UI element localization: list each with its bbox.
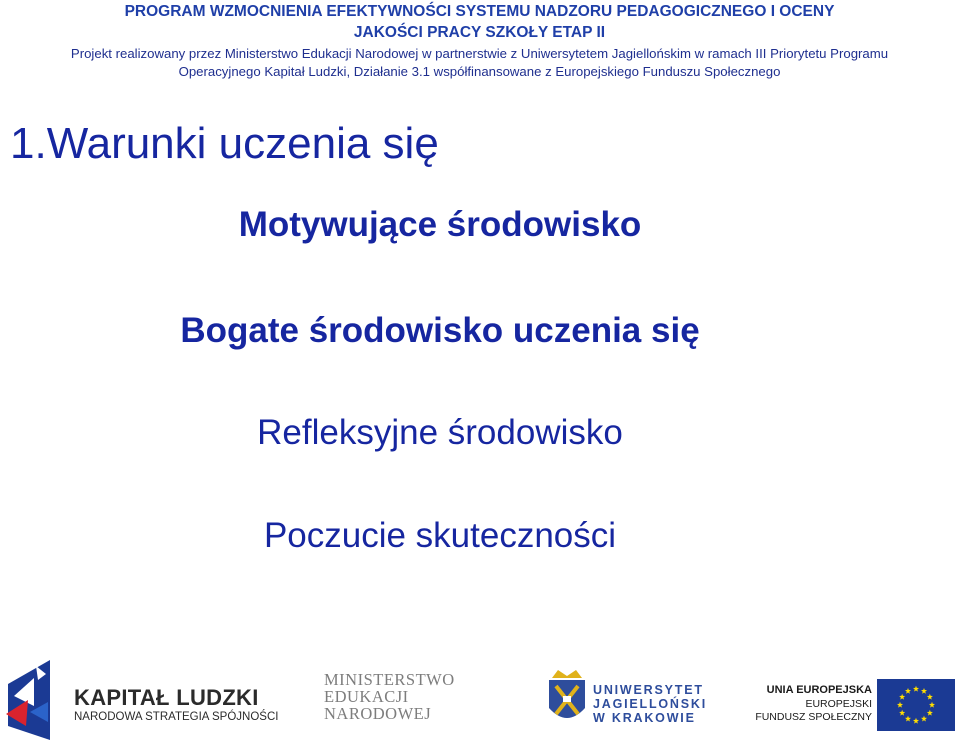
uniwersytet-line: UNIWERSYTET — [593, 683, 704, 697]
unia-line: UNIA EUROPEJSKA — [766, 684, 872, 696]
header-program-stage: JAKOŚCI PRACY SZKOŁY ETAP II — [353, 24, 606, 41]
ministerstwo-line: EDUKACJI — [324, 687, 409, 706]
slide-title: 1.Warunki uczenia się — [10, 119, 439, 168]
eu-flag-icon — [877, 679, 955, 731]
ministerstwo-line: NARODOWEJ — [324, 704, 432, 723]
uniwersytet-line: JAGIELLOŃSKI — [593, 697, 707, 711]
header-funding-info: Operacyjnego Kapitał Ludzki, Działanie 3.1 współfinansowane z Europejskiego Funduszu Społecznego — [178, 64, 781, 79]
bullet-item: Bogate środowisko uczenia się — [180, 311, 700, 350]
header-program-title: PROGRAM WZMOCNIENIA EFEKTYWNOŚCI SYSTEMU NADZORU PEDAGOGICZNEGO I OCENY — [124, 3, 835, 20]
unia-line: FUNDUSZ SPOŁECZNY — [755, 711, 872, 723]
unia-line: EUROPEJSKI — [805, 698, 872, 710]
kapital-ludzki-name: KAPITAŁ LUDZKI — [74, 685, 259, 710]
jagiellonian-crest-icon — [546, 668, 588, 730]
header-project-info: Projekt realizowany przez Ministerstwo Edukacji Narodowej w partnerstwie z Uniwersytetem Jagiellońskim w ramach III Priorytetu Programu — [70, 46, 889, 61]
ministerstwo-line: MINISTERSTWO — [324, 670, 455, 689]
bullet-item: Motywujące środowisko — [238, 205, 642, 244]
uniwersytet-line: W KRAKOWIE — [593, 711, 696, 725]
bullet-item: Poczucie skuteczności — [263, 516, 617, 555]
kapital-ludzki-subtitle: NARODOWA STRATEGIA SPÓJNOŚCI — [74, 711, 279, 723]
bullet-item: Refleksyjne środowisko — [257, 413, 623, 452]
